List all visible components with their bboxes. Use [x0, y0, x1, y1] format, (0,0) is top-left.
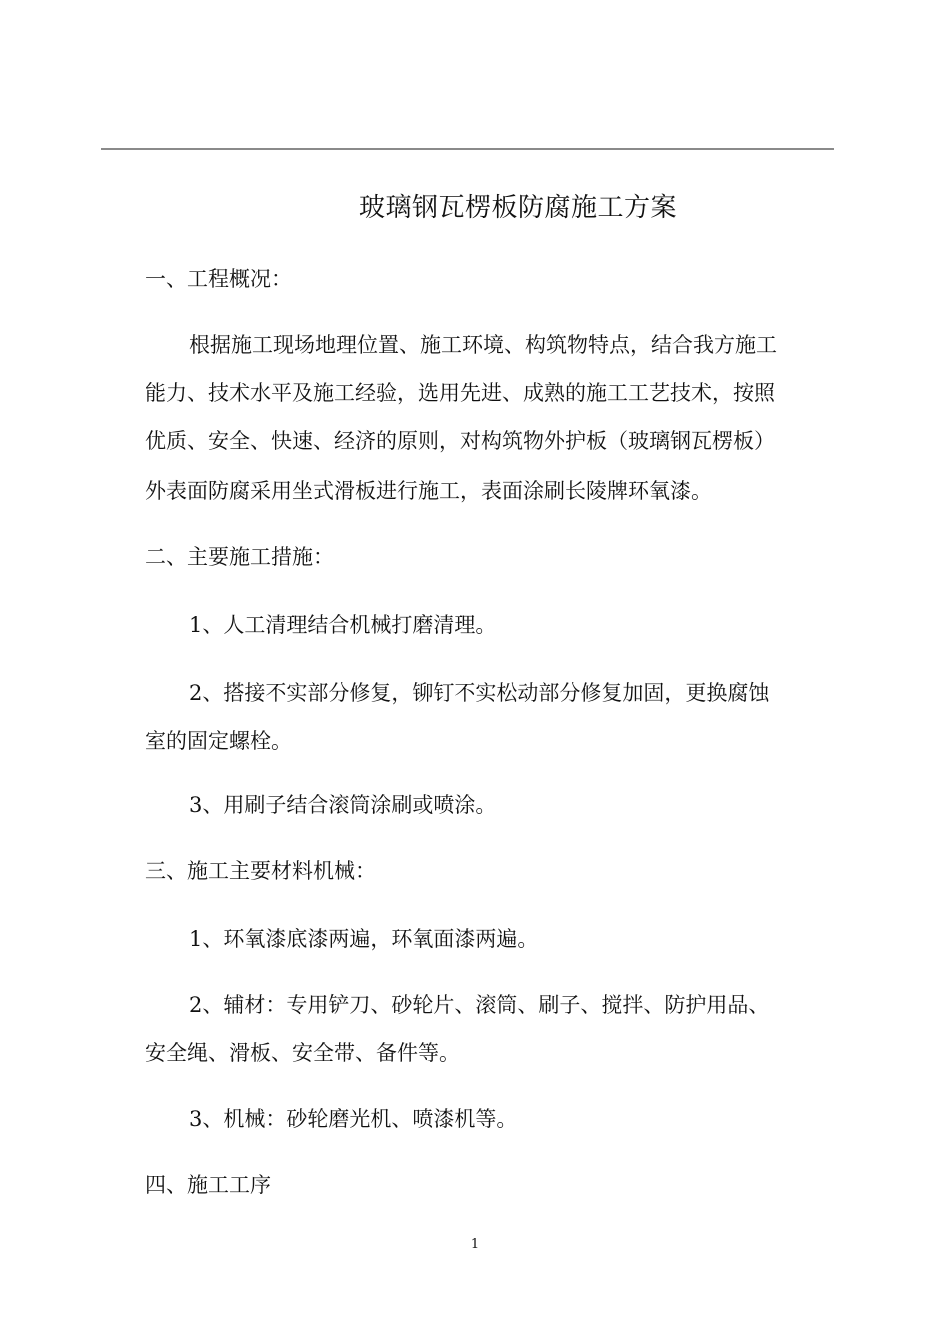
list-item: 2、辅材：专用铲刀、砂轮片、滚筒、刷子、搅拌、防护用品、 — [189, 993, 770, 1017]
paragraph-line: 能力、技术水平及施工经验，选用先进、成熟的施工工艺技术，按照 — [145, 381, 775, 405]
document-title: 玻璃钢瓦楞板防腐施工方案 — [358, 193, 677, 223]
list-item: 3、用刷子结合滚筒涂刷或喷涂。 — [189, 793, 497, 817]
header-rule — [101, 148, 834, 150]
section-heading-2: 二、主要施工措施： — [145, 545, 334, 569]
list-item: 1、人工清理结合机械打磨清理。 — [189, 613, 497, 637]
list-item: 3、机械：砂轮磨光机、喷漆机等。 — [189, 1107, 518, 1131]
list-item: 2、搭接不实部分修复，铆钉不实松动部分修复加固，更换腐蚀 — [189, 681, 770, 705]
section-heading-3: 三、施工主要材料机械： — [145, 859, 376, 883]
list-item: 1、环氧漆底漆两遍，环氧面漆两遍。 — [189, 927, 539, 951]
paragraph-line: 根据施工现场地理位置、施工环境、构筑物特点，结合我方施工 — [189, 333, 777, 357]
paragraph-line: 优质、安全、快速、经济的原则，对构筑物外护板（玻璃钢瓦楞板） — [145, 429, 775, 453]
list-item-continuation: 室的固定螺栓。 — [145, 729, 292, 753]
paragraph-line: 外表面防腐采用坐式滑板进行施工，表面涂刷长陵牌环氧漆。 — [145, 479, 712, 503]
section-heading-4: 四、施工工序 — [145, 1173, 271, 1197]
section-heading-1: 一、工程概况： — [145, 267, 292, 291]
list-item-continuation: 安全绳、滑板、安全带、备件等。 — [145, 1041, 460, 1065]
page-number: 1 — [470, 1237, 480, 1252]
